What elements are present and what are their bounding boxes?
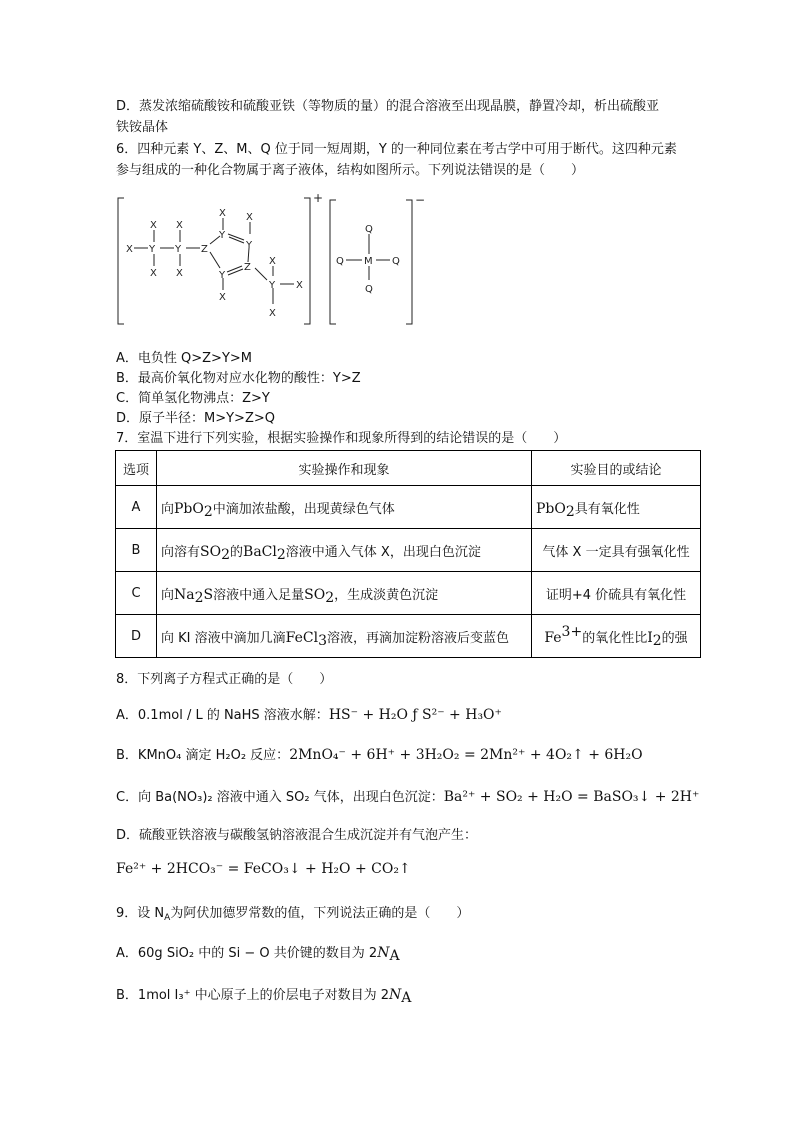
header-option: 选项 <box>116 451 157 486</box>
q8-option-d-equation: Fe²⁺ + 2HCO₃⁻ = FeCO₃↓ + H₂O + CO₂↑ <box>116 861 411 877</box>
q9-option-b: B．1mol I₃⁺ 中心原子上的价层电子对数目为 $2N_A$ <box>116 987 412 1006</box>
atom-y-label: Y <box>246 240 253 251</box>
q9-option-a: A．60g SiO₂ 中的 Si − O 共价键的数目为 $2N_A$ <box>116 945 400 964</box>
q5-option-d-line2: 铁铵晶体 <box>116 120 169 135</box>
q6-option-d: D．原子半径：M>Y>Z>Q <box>116 411 275 426</box>
atom-x-label: X <box>219 208 226 219</box>
atom-x-label: X <box>219 292 226 303</box>
atom-x-label: X <box>150 268 157 279</box>
atom-z-label: Z <box>244 262 251 273</box>
q6-stem-line2: 参与组成的一种化合物属于离子液体，结构如图所示。下列说法错误的是（ ） <box>116 163 585 178</box>
header-conclusion: 实验目的或结论 <box>532 451 701 486</box>
row-option: C <box>116 572 157 615</box>
atom-x-label: X <box>246 212 253 223</box>
atom-x-label: X <box>269 308 276 319</box>
row-option: D <box>116 615 157 658</box>
atom-x-label: X <box>126 244 133 255</box>
q9-stem: 9．设 $N_A$为阿伏加德罗常数的值，下列说法正确的是（ ） <box>116 906 470 923</box>
atom-y-label: Y <box>219 230 226 241</box>
row-option: B <box>116 529 157 572</box>
table-row <box>116 572 701 615</box>
q8-option-b: B．KMnO₄ 滴定 H₂O₂ 反应：2MnO₄⁻ + 6H⁺ + 3H₂O₂ = 2Mn²⁺ + 4O₂↑ + 6H₂O <box>116 747 643 763</box>
q6-stem-line1: 6．四种元素 Y、Z、M、Q 位于同一短周期，Y 的一种同位素在考古学中可用于断代。这四种元素 <box>116 142 677 157</box>
q5-option-d-line1: D．蒸发浓缩硫酸铵和硫酸亚铁（等物质的量）的混合溶液至出现晶膜，静置冷却，析出硫酸亚 <box>116 99 660 114</box>
q6-option-a: A．电负性 Q>Z>Y>M <box>116 351 252 366</box>
table-row <box>116 486 701 529</box>
q8-option-c: C．向 Ba(NO₃)₂ 溶液中通入 SO₂ 气体，出现白色沉淀：Ba²⁺ + SO₂ + H₂O = BaSO₃↓ + 2H⁺ <box>116 789 700 805</box>
atom-y-label: Y <box>175 244 182 255</box>
atom-x-label: X <box>269 256 276 267</box>
experiment-table <box>115 450 701 658</box>
row-conclusion: 气体 X 一定具有强氧化性 <box>532 529 701 572</box>
row-conclusion: 证明+4 价硫具有氧化性 <box>532 572 701 615</box>
atom-x-label: X <box>150 220 157 231</box>
cation-charge: + <box>313 192 324 205</box>
atom-m-label: M <box>364 256 373 267</box>
row-operation: 向 KI 溶液中滴加几滴FeCl$_3$溶液，再滴加淀粉溶液后变蓝色 <box>157 615 532 658</box>
atom-z-label: Z <box>201 244 208 255</box>
atom-y-label: Y <box>149 244 156 255</box>
q8-option-a: A．0.1mol / L 的 NaHS 溶液水解：HS⁻ + H₂O ƒ S²⁻ + H₃O⁺ <box>116 707 502 723</box>
atom-x-label: X <box>296 280 303 291</box>
ionic-liquid-structure-diagram <box>116 192 426 332</box>
q6-option-b: B．最高价氧化物对应水化物的酸性：Y>Z <box>116 371 361 386</box>
q7-stem: 7．室温下进行下列实验，根据实验操作和现象所得到的结论错误的是（ ） <box>116 431 567 446</box>
q6-option-c: C．简单氢化物沸点：Z>Y <box>116 391 270 406</box>
atom-y-label: Y <box>219 270 226 281</box>
row-operation: 向$Na_2S$溶液中通入足量$SO_2$，生成淡黄色沉淀 <box>157 572 532 615</box>
header-operation: 实验操作和现象 <box>157 451 532 486</box>
table-row <box>116 529 701 572</box>
row-operation: 向溶有$SO_2$的BaCl$_2$溶液中通入气体 X，出现白色沉淀 <box>157 529 532 572</box>
atom-q-label: Q <box>365 284 373 295</box>
atom-q-label: Q <box>365 224 373 235</box>
atom-x-label: X <box>176 268 183 279</box>
q8-stem: 8．下列离子方程式正确的是（ ） <box>116 672 333 687</box>
row-conclusion: $Fe^{3+}$的氧化性比$I_2$的强 <box>532 615 701 658</box>
row-operation: 向PbO$_2$中滴加浓盐酸，出现黄绿色气体 <box>157 486 532 529</box>
atom-x-label: X <box>176 220 183 231</box>
atom-q-label: Q <box>336 256 344 267</box>
anion-charge: − <box>415 193 426 207</box>
table-header-row <box>116 451 701 486</box>
atom-q-label: Q <box>392 256 400 267</box>
row-option: A <box>116 486 157 529</box>
row-conclusion: PbO$_2$具有氧化性 <box>532 486 701 529</box>
q8-option-d: D．硫酸亚铁溶液与碳酸氢钠溶液混合生成沉淀并有气泡产生： <box>116 828 478 843</box>
table-row <box>116 615 701 658</box>
atom-y-label: Y <box>269 280 276 291</box>
